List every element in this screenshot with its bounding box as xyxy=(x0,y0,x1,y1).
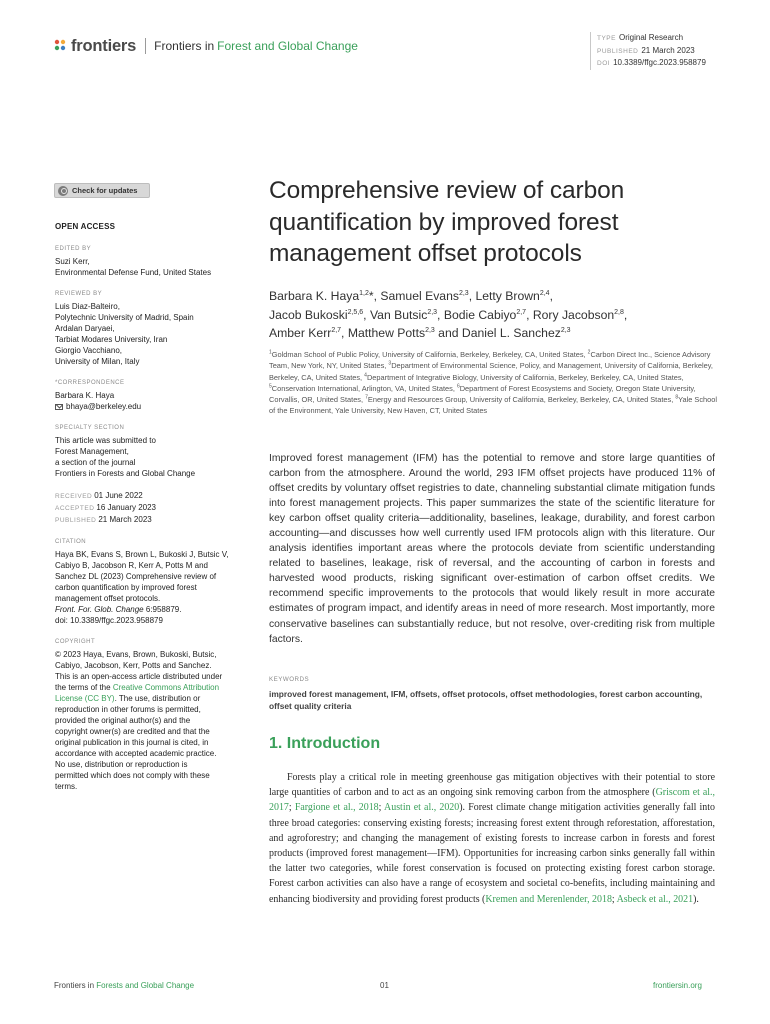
check-updates-label: Check for updates xyxy=(72,186,138,195)
frontiers-logo-icon xyxy=(54,39,68,53)
keywords: improved forest management, IFM, offsets, offset protocols, offset methodologies, forest carbon accounting, offset quality criteria xyxy=(269,689,703,711)
type-value: Original Research xyxy=(618,33,684,42)
copyright-label: COPYRIGHT xyxy=(55,639,96,645)
citation-line: carbon quantification by improved forest xyxy=(55,583,197,592)
copyright-line: original publication in this journal is cited, in xyxy=(55,738,209,747)
affiliation: $^2$Carbon Direct Inc., Science Advisory Team, New York, NY, United States, xyxy=(269,349,711,371)
copyright-post-link: . The use, distribution or xyxy=(114,694,201,703)
author[interactable]: Jacob Bukoski$^{2,5,6}$, xyxy=(269,307,370,322)
author[interactable]: Letty Brown$^{2,4}$, xyxy=(475,289,553,303)
published-date: 21 March 2023 xyxy=(98,515,152,524)
edited-by-label: EDITED BY xyxy=(55,246,92,252)
affiliation: $^3$Department of Environmental Science, Policy, and Management, University of California, Berkeley, Berkeley, CA, United States, xyxy=(269,360,713,382)
author[interactable]: Amber Kerr$^{2,7}$, xyxy=(269,326,348,340)
citation-link[interactable]: Griscom et al., 2017 xyxy=(269,787,715,814)
footer-site-link[interactable]: frontiersin.org xyxy=(653,981,702,990)
correspondence-email-row[interactable] xyxy=(55,401,250,412)
published-row xyxy=(597,45,706,58)
envelope-icon xyxy=(55,404,63,410)
citation-link[interactable]: Kremen and Merenlender, 2018 xyxy=(485,893,612,905)
reviewer-line: University of Milan, Italy xyxy=(55,357,140,366)
copyright-license-line xyxy=(55,682,250,693)
citation-section xyxy=(55,537,250,626)
doi-label: DOI xyxy=(597,60,611,67)
section-heading-introduction: 1. Introduction xyxy=(269,735,381,752)
reviewer-line: Giorgio Vacchiano, xyxy=(55,346,122,355)
reviewed-by-label: REVIEWED BY xyxy=(55,291,103,297)
accepted-row xyxy=(55,502,250,514)
doi-row xyxy=(597,57,706,70)
published-row xyxy=(55,514,250,526)
specialty-line: a section of the journal xyxy=(55,458,136,467)
reviewer-line: Tarbiat Modares University, Iran xyxy=(55,335,168,344)
citation-line: Cabiyo B, Jacobson R, Kerr A, Potts M and xyxy=(55,561,208,570)
journal-prefix: Frontiers in xyxy=(154,39,215,53)
copyright-line: This is an open-access article distributed under xyxy=(55,672,223,681)
citation-link[interactable]: Fargione et al., 2018 xyxy=(294,802,379,814)
affiliation: $^8$Yale School of the Environment, Yale University, New Haven, CT, United States xyxy=(269,394,717,416)
specialty-section xyxy=(55,423,250,479)
copyright-license-line xyxy=(55,693,250,704)
copyright-line: permitted which does not comply with these xyxy=(55,771,210,780)
citation-link[interactable]: Asbeck et al., 2021 xyxy=(616,893,694,905)
citation-doi[interactable]: doi: 10.3389/ffgc.2023.958879 xyxy=(55,616,163,625)
specialty-label: SPECIALTY SECTION xyxy=(55,425,125,431)
affiliation: $^7$Energy and Resources Group, University of California, Berkeley, Berkeley, CA, United States, xyxy=(365,394,676,405)
author-list xyxy=(269,287,719,343)
copyright-line: accordance with accepted academic practice. xyxy=(55,749,217,758)
author[interactable]: Samuel Evans$^{2,3}$, xyxy=(380,289,476,303)
reviewer-line: Polytechnic University of Madrid, Spain xyxy=(55,313,194,322)
author[interactable]: Barbara K. Haya$^{1,2}$*, xyxy=(269,289,381,303)
specialty-line: Frontiers in Forests and Global Change xyxy=(55,469,196,478)
journal-name: Forest and Global Change xyxy=(217,39,358,53)
citation-label: CITATION xyxy=(55,539,87,545)
reviewer-line: Luis Diaz-Balteiro, xyxy=(55,302,120,311)
footer-journal xyxy=(54,981,194,990)
frontiers-logo[interactable] xyxy=(54,36,358,56)
article-info-sidebar xyxy=(55,221,250,803)
citation-volume: 6:958879. xyxy=(143,605,182,614)
citation-journal-line xyxy=(55,604,250,615)
citation-journal: Front. For. Glob. Change xyxy=(55,605,144,614)
citation-line: management offset protocols. xyxy=(55,594,161,603)
accepted-label: ACCEPTED xyxy=(55,505,95,512)
copyright-pre-link: the terms of the xyxy=(55,683,113,692)
published-label: PUBLISHED xyxy=(55,517,97,524)
received-date: 01 June 2022 xyxy=(94,491,143,500)
affiliation: $^6$Department of Forest Ecosystems and Society, Oregon State University, Corvallis, OR, United States, xyxy=(269,383,696,405)
copyright-line: copyright owner(s) are credited and that the xyxy=(55,727,210,736)
specialty-line: This article was submitted to xyxy=(55,436,156,445)
editor-line: Environmental Defense Fund, United States xyxy=(55,268,212,277)
license-link[interactable]: License (CC BY) xyxy=(55,694,115,703)
footer-prefix: Frontiers in xyxy=(54,981,97,990)
reviewer-line: Ardalan Daryaei, xyxy=(55,324,115,333)
article-title: Comprehensive review of carbon quantification by improved forest management offset protocols xyxy=(269,177,625,267)
keywords-label: KEYWORDS xyxy=(269,676,310,683)
copyright-line: terms. xyxy=(55,782,78,791)
copyright-line: reproduction in other forums is permitted, xyxy=(55,705,201,714)
article-type-row xyxy=(597,32,706,45)
citation-line: Sanchez DL (2023) Comprehensive review of xyxy=(55,572,217,581)
edited-by-section xyxy=(55,244,250,278)
article-meta-header xyxy=(590,32,706,70)
author[interactable]: Daniel L. Sanchez$^{2,3}$ xyxy=(461,326,571,340)
published-label: PUBLISHED xyxy=(597,47,639,55)
affiliations xyxy=(269,349,719,417)
author[interactable]: Matthew Potts$^{2,3}$ and xyxy=(347,326,462,340)
received-row xyxy=(55,490,250,502)
check-for-updates-button[interactable] xyxy=(54,183,150,198)
copyright-line: provided the original author(s) and the xyxy=(55,716,191,725)
reviewed-by-section xyxy=(55,289,250,367)
published-value: 21 March 2023 xyxy=(641,45,695,55)
license-link[interactable]: Creative Commons Attribution xyxy=(112,683,220,692)
correspondence-email[interactable]: bhaya@berkeley.edu xyxy=(66,402,142,411)
dates-section xyxy=(55,490,250,526)
author[interactable]: Bodie Cabiyo$^{2,7}$, xyxy=(443,307,533,322)
copyright-line: No use, distribution or reproduction is xyxy=(55,760,188,769)
copyright-section xyxy=(55,637,250,792)
logo-divider xyxy=(145,38,146,54)
correspondence-section xyxy=(55,378,250,412)
page-number: 01 xyxy=(380,981,389,990)
copyright-line: Cabiyo, Jacobson, Kerr, Potts and Sanchez. xyxy=(55,661,212,670)
introduction-paragraph: Forests play a critical role in meeting greenhouse gas mitigation objectives with their potential to store large quantities of carbon and to act as an ongoing sink removing carbon from the atmosphere (Griscom et al., 2017; Fargione et al., 2018; Austin et al., 2020). Forest climate change mitigation activities generally fall into three broad categories: conserving existing forests; increasing forest extent through reforestation, afforestation, and agroforestry; and changing the management of existing forests to increase carbon in forests and forest products (improved forest management—IFM). Opportunities for increasing carbon sinks generally fall within the latter two categories, while forest conservation is focused on protecting existing forest carbon storage. Forest carbon activities can also have a range of ecosystem and societal co-benefits, including maintaining and enhancing biodiversity and providing forest products (Kremen and Merenlender, 2018; Asbeck et al., 2021). xyxy=(269,772,716,905)
correspondence-name: Barbara K. Haya xyxy=(55,391,115,400)
citation-line: Haya BK, Evans S, Brown L, Bukoski J, Butsic V, xyxy=(55,550,229,559)
open-access-label: OPEN ACCESS xyxy=(55,222,116,231)
abstract: Improved forest management (IFM) has the potential to remove and store large quantities of carbon from the atmosphere. Around the world, 293 IFM offset projects have produced 11% of offset credits by voluntary offset registries to date, channeling substantial climate mitigation funds into forest management projects. This paper summarizes the state of the scientific literature for key carbon offset quality criteria—additionality, baselines, leakage, durability, and forest carbon accounting—and discusses how well currently used IFM protocols align with this literature. Our analysis identifies important areas where the protocols deviate from scientific understanding related to baselines, leakage, risk of reversal, and the accounting of carbon in forests and harvested wood products, risking significant over-estimation of carbon offset credits. We recommend specific improvements to the protocols that would likely result in more accurate estimates of program impact, and identify areas in need of more research. Most importantly, more conservative baselines can substantially reduce, but not resolve, over-crediting risk from multiple factors. xyxy=(269,453,715,645)
citation-link[interactable]: Austin et al., 2020 xyxy=(384,802,460,814)
author[interactable]: Rory Jacobson$^{2,8}$, xyxy=(532,307,628,322)
type-label: TYPE xyxy=(597,35,616,42)
affiliation: $^5$Conservation International, Arlington, VA, United States, xyxy=(269,383,457,393)
affiliation: $^1$Goldman School of Public Policy, University of California, Berkeley, Berkeley, CA, United States, xyxy=(269,349,588,359)
check-updates-icon xyxy=(58,186,68,196)
affiliation: $^4$Department of Integrative Biology, University of California, Berkeley, Berkeley, CA, United States, xyxy=(364,372,684,382)
logo-wordmark: frontiers xyxy=(71,36,137,55)
editor-line: Suzi Kerr, xyxy=(55,257,90,266)
doi-value[interactable]: 10.3389/ffgc.2023.958879 xyxy=(613,58,706,67)
specialty-line: Forest Management, xyxy=(55,447,129,456)
author[interactable]: Van Butsic$^{2,3}$, xyxy=(369,307,444,322)
received-label: RECEIVED xyxy=(55,493,93,500)
footer-journal-link[interactable]: Forests and Global Change xyxy=(96,981,195,990)
correspondence-label: *CORRESPONDENCE xyxy=(55,380,125,386)
copyright-line: © 2023 Haya, Evans, Brown, Bukoski, Butsic, xyxy=(55,650,217,659)
accepted-date: 16 January 2023 xyxy=(96,503,157,512)
